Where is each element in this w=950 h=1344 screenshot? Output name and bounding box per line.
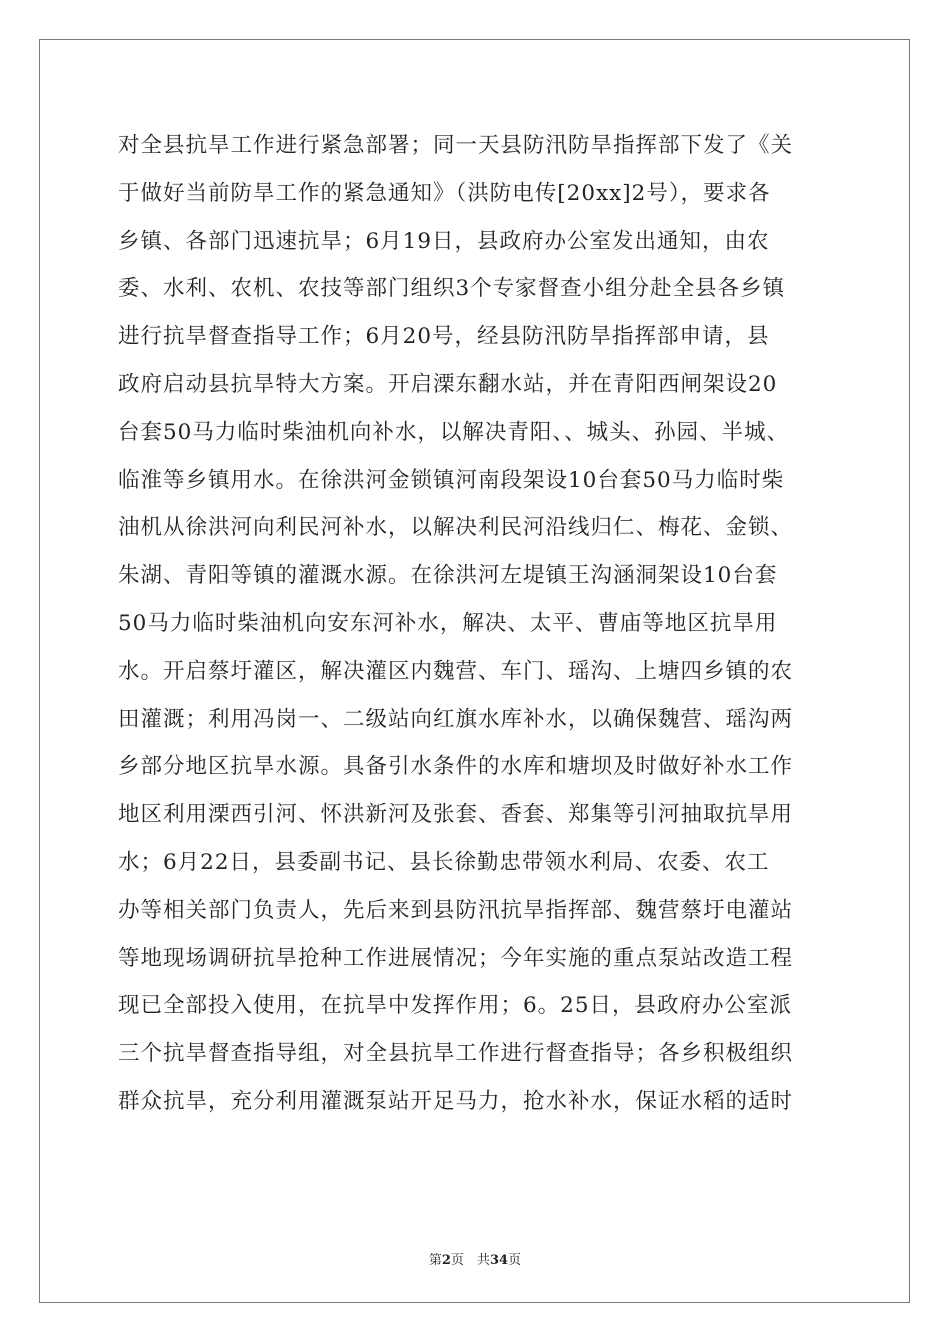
text-line: 水；6月22日，县委副书记、县长徐勤忠带领水利局、农委、农工 (118, 849, 770, 875)
page-footer (0, 1249, 950, 1268)
footer-prefix: 第 (428, 1253, 442, 1268)
text-line: 朱湖、青阳等镇的灌溉水源。在徐洪河左堤镇王沟涵洞架设10台套 (118, 563, 778, 589)
total-page-count: 34 (489, 1253, 509, 1268)
body-text (118, 122, 858, 1126)
text-line: 等地现场调研抗旱抢种工作进展情况；今年实施的重点泵站改造工程 (118, 945, 794, 971)
text-line: 临淮等乡镇用水。在徐洪河金锁镇河南段架设10台套50马力临时柴 (118, 467, 785, 493)
text-line: 乡镇、各部门迅速抗旱；6月19日，县政府办公室发出通知，由农 (118, 228, 770, 254)
text-line: 三个抗旱督查指导组，对全县抗旱工作进行督查指导；各乡积极组织 (118, 1041, 794, 1067)
text-line: 办等相关部门负责人，先后来到县防汛抗旱指挥部、魏营蔡圩电灌站 (118, 897, 794, 923)
footer-suffix: 页 (508, 1253, 522, 1268)
text-line: 油机从徐洪河向利民河补水，以解决利民河沿线归仁、梅花、金锁、 (118, 515, 794, 541)
text-line: 50马力临时柴油机向安东河补水，解决、太平、曹庙等地区抗旱用 (118, 610, 778, 636)
text-line: 于做好当前防旱工作的紧急通知》（洪防电传[20xx]2号），要求各 (118, 180, 771, 206)
text-line: 政府启动县抗旱特大方案。开启溧东翻水站，并在青阳西闸架设20 (118, 371, 778, 397)
text-line: 委、水利、农机、农技等部门组织3个专家督查小组分赴全县各乡镇 (118, 276, 786, 302)
text-line: 现已全部投入使用，在抗旱中发挥作用；6。25日，县政府办公室派 (118, 993, 793, 1019)
text-line: 群众抗旱，充分利用灌溉泵站开足马力，抢水补水，保证水稻的适时 (118, 1088, 794, 1114)
text-line: 水。开启蔡圩灌区，解决灌区内魏营、车门、瑶沟、上塘四乡镇的农 (118, 658, 794, 684)
text-line: 台套50马力临时柴油机向补水，以解决青阳、、城头、孙园、半城、 (118, 419, 790, 445)
text-line: 对全县抗旱工作进行紧急部署；同一天县防汛防旱指挥部下发了《关 (118, 133, 794, 158)
text-line: 田灌溉；利用冯岗一、二级站向红旗水库补水，以确保魏营、瑶沟两 (118, 706, 794, 732)
footer-middle: 页 共 (450, 1253, 490, 1268)
text-line: 乡部分地区抗旱水源。具备引水条件的水库和塘坝及时做好补水工作 (118, 754, 794, 780)
current-page-number: 2 (441, 1253, 451, 1268)
text-line: 地区利用溧西引河、怀洪新河及张套、香套、郑集等引河抽取抗旱用 (118, 802, 794, 828)
text-line: 进行抗旱督查指导工作；6月20号，经县防汛防旱指挥部申请，县 (118, 324, 770, 350)
